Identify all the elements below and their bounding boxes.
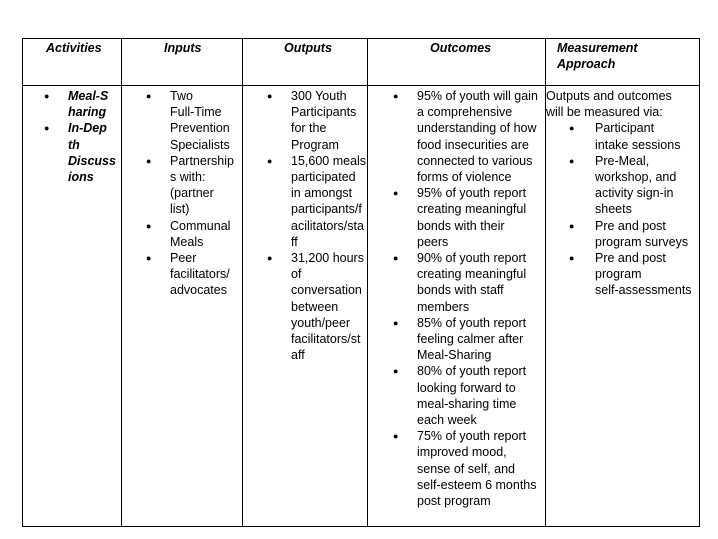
text-line: participants/f (291, 202, 362, 217)
text-line: ● 31,200 hours (291, 251, 364, 266)
outcomes-cell (417, 88, 541, 509)
text-line: advocates (170, 283, 227, 298)
text-line: self-esteem 6 months (417, 477, 537, 492)
header-measurement-line: Approach (557, 57, 616, 71)
list-item (291, 88, 367, 153)
list-item (170, 153, 242, 218)
text-line: ● 80% of youth report (417, 364, 527, 379)
text-line: Participants (291, 105, 357, 120)
text-line: for the (291, 121, 327, 136)
text-line: facilitators/ (170, 267, 230, 282)
text-line: facilitators/st (291, 332, 361, 347)
text-line: ● Two (170, 89, 193, 103)
header-divider (22, 85, 700, 86)
text-line: each week (417, 413, 477, 428)
text-line: meal-sharing time (417, 396, 517, 411)
text-line: peers (417, 234, 449, 249)
list-item (417, 363, 541, 428)
text-line: program surveys (595, 234, 689, 249)
text-line: self-assessments (595, 283, 692, 298)
list-item (68, 88, 118, 120)
text-line: creating meaningful (417, 267, 527, 282)
list-item (417, 315, 541, 364)
text-line: acilitators/sta (291, 218, 364, 233)
text-line: improved mood, (417, 445, 507, 460)
text-line: bonds with their (417, 218, 505, 233)
text-line: feeling calmer after (417, 332, 524, 347)
text-line: ● 95% of youth will gain (417, 89, 538, 103)
list-item (68, 120, 118, 185)
text-line: ● 300 Youth (291, 89, 347, 103)
measurement-intro (546, 88, 696, 120)
text-line: Program (291, 137, 339, 152)
text-line: in amongst (291, 186, 353, 201)
text-line: program (595, 267, 642, 282)
activities-cell (68, 88, 118, 185)
text-line: Discuss (68, 153, 116, 168)
list-item (595, 218, 695, 250)
text-line: food insecurities are (417, 137, 529, 152)
column-divider (242, 38, 243, 527)
text-line: creating meaningful (417, 202, 527, 217)
text-line: youth/peer (291, 315, 351, 330)
header-inputs: Inputs (164, 41, 202, 55)
text-line: ● Pre and post (595, 218, 666, 233)
header-measurement-approach (557, 40, 638, 72)
list-item (595, 120, 695, 152)
header-outcomes: Outcomes (430, 41, 492, 55)
text-line: ● Communal (170, 218, 231, 233)
text-line: ● 90% of youth report (417, 251, 527, 266)
text-line: s with: (170, 170, 206, 185)
text-line: activity sign-in (595, 186, 674, 201)
list-item (170, 250, 242, 299)
measurement-cell (546, 88, 696, 299)
text-line: Outputs and outcomes (546, 89, 672, 103)
text-line: Specialists (170, 137, 230, 152)
text-line: Meals (170, 234, 204, 249)
text-line: ● Peer (170, 251, 197, 266)
text-line: participated (291, 170, 356, 185)
text-line: aff (291, 348, 305, 363)
text-line: looking forward to (417, 380, 516, 395)
inputs-cell (170, 88, 242, 299)
text-line: ● Participant (595, 121, 655, 136)
list-item (170, 218, 242, 250)
text-line: ions (68, 170, 94, 185)
text-line: a comprehensive (417, 105, 513, 120)
text-line: ● 85% of youth report (417, 315, 527, 330)
list-item (595, 153, 695, 218)
text-line: ● Pre and post (595, 251, 666, 266)
text-line: workshop, and (595, 170, 677, 185)
text-line: ● Pre-Meal, (595, 153, 650, 168)
list-item (417, 250, 541, 315)
header-outputs: Outputs (284, 41, 332, 55)
text-line: conversation (291, 283, 362, 298)
text-line: understanding of how (417, 121, 537, 136)
text-line: forms of violence (417, 170, 512, 185)
outputs-cell (291, 88, 367, 363)
text-line: ● Meal-S (68, 89, 109, 103)
header-measurement-line: Measurement (557, 41, 638, 55)
text-line: ● In-Dep (68, 121, 107, 136)
list-item (291, 153, 367, 250)
text-line: haring (68, 105, 107, 120)
list-item (170, 88, 242, 153)
text-line: of (291, 267, 302, 282)
text-line: ● 15,600 meals (291, 153, 367, 168)
text-line: sense of self, and (417, 461, 515, 476)
text-line: sheets (595, 202, 632, 217)
text-line: ● 75% of youth report (417, 429, 527, 444)
list-item (417, 428, 541, 509)
text-line: connected to various (417, 153, 533, 168)
column-divider (121, 38, 122, 527)
text-line: between (291, 299, 339, 314)
text-line: list) (170, 202, 190, 217)
list-item (417, 185, 541, 250)
list-item (291, 250, 367, 363)
list-item (417, 88, 541, 185)
text-line: intake sessions (595, 137, 681, 152)
text-line: ● 95% of youth report (417, 186, 527, 201)
list-item (595, 250, 695, 299)
text-line: (partner (170, 186, 214, 201)
text-line: Full-Time (170, 105, 222, 120)
text-line: bonds with staff (417, 283, 504, 298)
text-line: ff (291, 234, 298, 249)
text-line: Meal-Sharing (417, 348, 492, 363)
text-line: th (68, 137, 80, 152)
text-line: members (417, 299, 470, 314)
text-line: post program (417, 494, 491, 509)
text-line: ● Partnership (170, 153, 234, 168)
text-line: will be measured via: (546, 105, 663, 120)
column-divider (367, 38, 368, 527)
header-activities: Activities (46, 41, 102, 55)
text-line: Prevention (170, 121, 230, 136)
